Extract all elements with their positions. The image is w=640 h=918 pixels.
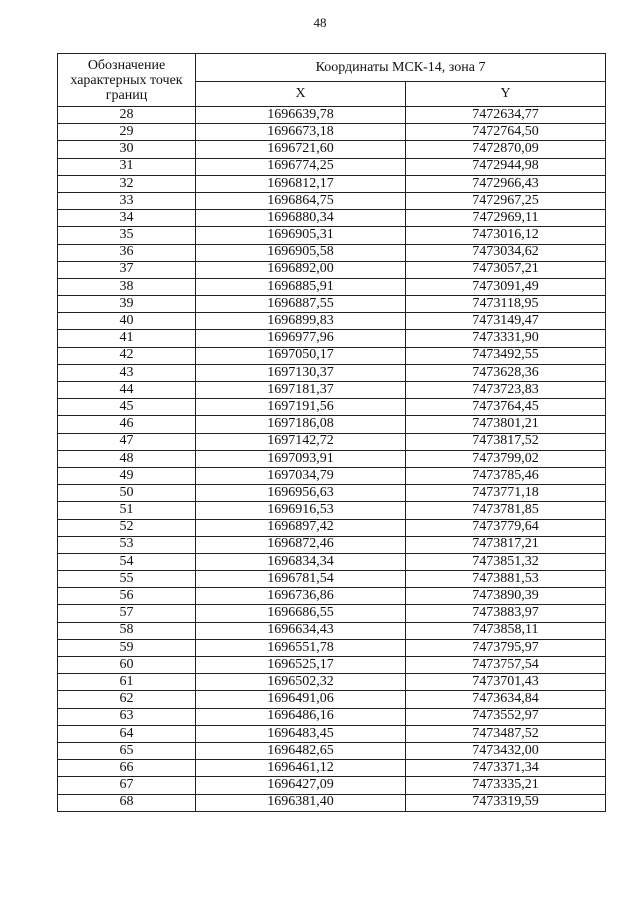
y-coordinate-cell: 7473331,90 [406,330,606,347]
x-coordinate-cell: 1697186,08 [196,416,406,433]
table-row [58,519,606,536]
table-row [58,657,606,674]
x-coordinate-cell: 1696381,40 [196,794,406,811]
table-row [58,450,606,467]
x-coordinate-cell: 1696899,83 [196,313,406,330]
page-number: 48 [313,15,327,30]
x-coordinate-cell: 1696897,42 [196,519,406,536]
x-coordinate-cell: 1697142,72 [196,433,406,450]
x-coordinate-cell: 1696673,18 [196,124,406,141]
point-number-cell: 51 [58,502,196,519]
y-coordinate-cell: 7473057,21 [406,261,606,278]
table-row [58,502,606,519]
point-number-cell: 65 [58,742,196,759]
table-row [58,708,606,725]
coordinates-table [57,53,606,812]
x-coordinate-cell: 1696812,17 [196,175,406,192]
table-row [58,433,606,450]
point-number-cell: 56 [58,588,196,605]
x-coordinate-cell: 1696864,75 [196,192,406,209]
y-coordinate-cell: 7473701,43 [406,674,606,691]
y-coordinate-cell: 7472966,43 [406,175,606,192]
x-coordinate-cell: 1696736,86 [196,588,406,605]
point-number-cell: 38 [58,278,196,295]
x-coordinate-cell: 1696491,06 [196,691,406,708]
table-row [58,622,606,639]
y-coordinate-cell: 7473771,18 [406,485,606,502]
x-coordinate-cell: 1696686,55 [196,605,406,622]
x-coordinate-cell: 1696639,78 [196,107,406,124]
table-row [58,536,606,553]
point-number-cell: 36 [58,244,196,261]
x-coordinate-cell: 1696892,00 [196,261,406,278]
y-coordinate-cell: 7472764,50 [406,124,606,141]
x-coordinate-cell: 1696551,78 [196,639,406,656]
point-number-cell: 41 [58,330,196,347]
x-coordinate-cell: 1696634,43 [196,622,406,639]
point-number-cell: 59 [58,639,196,656]
point-number-cell: 42 [58,347,196,364]
table-row [58,485,606,502]
table-row [58,742,606,759]
point-number-cell: 32 [58,175,196,192]
x-coordinate-cell: 1696483,45 [196,725,406,742]
x-coordinate-cell: 1696774,25 [196,158,406,175]
table-row [58,553,606,570]
y-coordinate-cell: 7473149,47 [406,313,606,330]
point-number-cell: 35 [58,227,196,244]
table-row [58,416,606,433]
y-coordinate-cell: 7473757,54 [406,657,606,674]
x-coordinate-cell: 1696872,46 [196,536,406,553]
x-coordinate-cell: 1696916,53 [196,502,406,519]
table-row [58,124,606,141]
table-row [58,588,606,605]
y-coordinate-cell: 7473091,49 [406,278,606,295]
x-coordinate-cell: 1696482,65 [196,742,406,759]
y-coordinate-cell: 7473890,39 [406,588,606,605]
y-coordinate-cell: 7472967,25 [406,192,606,209]
point-number-cell: 28 [58,107,196,124]
point-number-cell: 66 [58,760,196,777]
y-coordinate-cell: 7473371,34 [406,760,606,777]
y-coordinate-cell: 7473817,21 [406,536,606,553]
table-row [58,639,606,656]
table-row [58,296,606,313]
point-number-cell: 45 [58,399,196,416]
y-coordinate-cell: 7473552,97 [406,708,606,725]
y-coordinate-cell: 7472969,11 [406,210,606,227]
y-coordinate-cell: 7473492,55 [406,347,606,364]
point-label-line-3: границ [105,87,148,103]
x-coordinate-cell: 1696486,16 [196,708,406,725]
y-coordinate-cell: 7473817,52 [406,433,606,450]
point-number-cell: 58 [58,622,196,639]
point-number-cell: 33 [58,192,196,209]
y-coordinate-cell: 7473781,85 [406,502,606,519]
x-coordinate-cell: 1696956,63 [196,485,406,502]
table-row [58,141,606,158]
table-row [58,227,606,244]
point-number-cell: 46 [58,416,196,433]
y-coordinate-cell: 7473883,97 [406,605,606,622]
y-coordinate-cell: 7473335,21 [406,777,606,794]
y-coordinate-cell: 7473779,64 [406,519,606,536]
x-coordinate-cell: 1696885,91 [196,278,406,295]
table-row [58,278,606,295]
point-number-cell: 49 [58,467,196,484]
table-row [58,794,606,811]
point-number-cell: 52 [58,519,196,536]
table-row [58,691,606,708]
point-number-cell: 63 [58,708,196,725]
y-coordinate-cell: 7473881,53 [406,571,606,588]
coordinates-group-header: Координаты МСК-14, зона 7 [196,54,606,82]
point-number-cell: 55 [58,571,196,588]
table-row [58,313,606,330]
point-number-cell: 54 [58,553,196,570]
point-number-cell: 61 [58,674,196,691]
point-number-cell: 44 [58,382,196,399]
y-coordinate-cell: 7473785,46 [406,467,606,484]
table-row [58,777,606,794]
point-label-line-1: Обозначение [87,57,166,73]
table-row [58,158,606,175]
x-coordinate-cell: 1697050,17 [196,347,406,364]
x-header: X [196,82,406,107]
point-number-cell: 43 [58,364,196,381]
point-number-cell: 47 [58,433,196,450]
x-coordinate-cell: 1696834,34 [196,553,406,570]
x-coordinate-cell: 1696502,32 [196,674,406,691]
point-number-cell: 37 [58,261,196,278]
x-coordinate-cell: 1697034,79 [196,467,406,484]
y-coordinate-cell: 7473432,00 [406,742,606,759]
y-coordinate-cell: 7473799,02 [406,450,606,467]
table-row [58,725,606,742]
y-coordinate-cell: 7473851,32 [406,553,606,570]
point-number-cell: 40 [58,313,196,330]
y-coordinate-cell: 7473118,95 [406,296,606,313]
point-number-cell: 50 [58,485,196,502]
point-number-cell: 62 [58,691,196,708]
x-coordinate-cell: 1696781,54 [196,571,406,588]
x-coordinate-cell: 1696525,17 [196,657,406,674]
table-row [58,571,606,588]
y-coordinate-cell: 7473487,52 [406,725,606,742]
x-coordinate-cell: 1696461,12 [196,760,406,777]
table-row [58,244,606,261]
x-coordinate-cell: 1696721,60 [196,141,406,158]
table-row [58,175,606,192]
x-coordinate-cell: 1696427,09 [196,777,406,794]
table-row [58,347,606,364]
table-row [58,399,606,416]
y-coordinate-cell: 7473858,11 [406,622,606,639]
x-coordinate-cell: 1697093,91 [196,450,406,467]
point-number-cell: 60 [58,657,196,674]
table-row [58,210,606,227]
y-coordinate-cell: 7473016,12 [406,227,606,244]
x-coordinate-cell: 1696905,31 [196,227,406,244]
table-row [58,605,606,622]
y-coordinate-cell: 7473634,84 [406,691,606,708]
y-coordinate-cell: 7472634,77 [406,107,606,124]
point-number-cell: 67 [58,777,196,794]
y-coordinate-cell: 7472944,98 [406,158,606,175]
table-row [58,330,606,347]
x-coordinate-cell: 1696880,34 [196,210,406,227]
y-coordinate-cell: 7473034,62 [406,244,606,261]
point-number-cell: 64 [58,725,196,742]
x-coordinate-cell: 1697191,56 [196,399,406,416]
point-label-line-2: характерных точек [70,72,183,88]
point-number-cell: 57 [58,605,196,622]
x-coordinate-cell: 1696887,55 [196,296,406,313]
x-coordinate-cell: 1697181,37 [196,382,406,399]
y-header: Y [406,82,606,107]
table-row [58,261,606,278]
point-number-cell: 29 [58,124,196,141]
point-number-cell: 34 [58,210,196,227]
point-number-cell: 68 [58,794,196,811]
table-row [58,382,606,399]
table-row [58,107,606,124]
x-coordinate-cell: 1696977,96 [196,330,406,347]
x-coordinate-cell: 1696905,58 [196,244,406,261]
y-coordinate-cell: 7473723,83 [406,382,606,399]
y-coordinate-cell: 7473795,97 [406,639,606,656]
y-coordinate-cell: 7473764,45 [406,399,606,416]
y-coordinate-cell: 7473319,59 [406,794,606,811]
point-number-cell: 31 [58,158,196,175]
coordinates-table-body [58,107,606,812]
y-coordinate-cell: 7472870,09 [406,141,606,158]
table-row [58,467,606,484]
point-number-cell: 30 [58,141,196,158]
y-coordinate-cell: 7473628,36 [406,364,606,381]
x-coordinate-cell: 1697130,37 [196,364,406,381]
point-number-cell: 39 [58,296,196,313]
y-coordinate-cell: 7473801,21 [406,416,606,433]
table-row [58,760,606,777]
table-row [58,192,606,209]
point-label-header [58,54,196,107]
point-number-cell: 48 [58,450,196,467]
table-row [58,674,606,691]
table-row [58,364,606,381]
point-number-cell: 53 [58,536,196,553]
